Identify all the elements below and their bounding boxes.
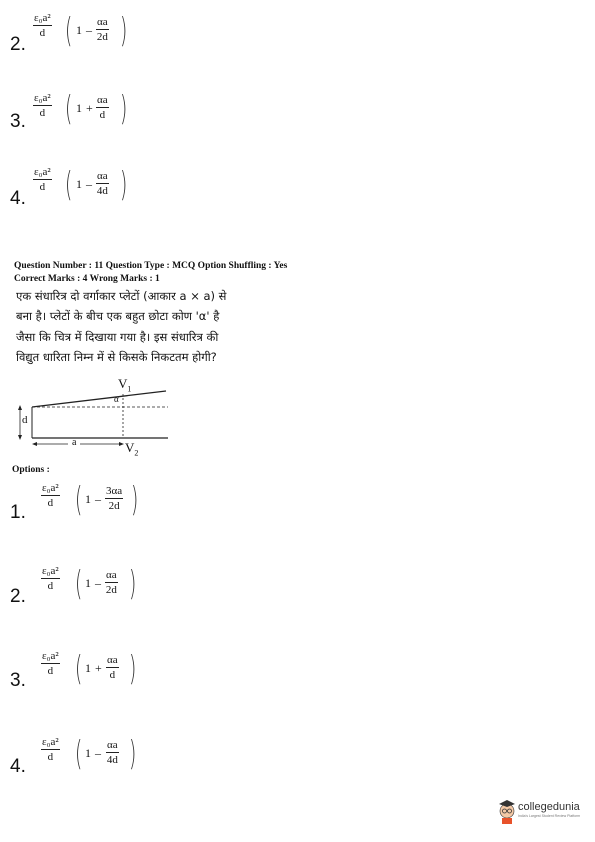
fraction-main: ε₀a² d bbox=[42, 482, 59, 509]
option-number: 2. bbox=[10, 34, 26, 55]
fraction-inner: αa 4d bbox=[96, 170, 108, 197]
option-number: 3. bbox=[10, 111, 26, 132]
question-text-line2: बना है। प्लेटों के बीच एक बहुत छोटा कोण 'α' है bbox=[16, 309, 220, 323]
question-text-line1: एक संधारित्र दो वर्गाकार प्लेटों (आकार a × a) से bbox=[16, 289, 227, 303]
logo-name: collegedunia bbox=[518, 801, 580, 813]
option-number: 4. bbox=[10, 188, 26, 209]
option-number: 1. bbox=[10, 502, 26, 523]
fraction-main: ε₀a² d bbox=[42, 650, 59, 677]
option-number: 3. bbox=[10, 670, 26, 691]
fraction-inner: αa 2d bbox=[96, 16, 108, 43]
question-meta-line2: Correct Marks : 4 Wrong Marks : 1 bbox=[14, 274, 160, 284]
capacitor-diagram bbox=[10, 374, 175, 456]
fraction-main: ε₀a² d bbox=[42, 736, 59, 763]
option-number: 2. bbox=[10, 586, 26, 607]
d-label: d bbox=[22, 414, 28, 426]
fraction-main: ε₀a² d bbox=[34, 166, 51, 193]
alpha-label: α bbox=[114, 394, 119, 404]
capacitor-figure bbox=[10, 374, 175, 456]
fraction-inner: αa d bbox=[107, 654, 118, 681]
logo-tagline: India's Largest Student Review Platform bbox=[518, 814, 581, 818]
option-number: 4. bbox=[10, 756, 26, 777]
fraction-main: ε₀a² d bbox=[42, 565, 59, 592]
mascot-icon bbox=[497, 799, 517, 825]
options-label: Options : bbox=[12, 465, 50, 475]
question-meta-line1: Question Number : 11 Question Type : MCQ Option Shuffling : Yes bbox=[14, 261, 288, 271]
fraction-inner: αa 2d bbox=[105, 569, 117, 596]
fraction-main: ε₀a² d bbox=[34, 92, 51, 119]
fraction-inner: αa d bbox=[97, 94, 108, 121]
v2-label: $V_2$ bbox=[125, 440, 139, 458]
collegedunia-logo bbox=[497, 799, 587, 825]
a-label: a bbox=[72, 437, 77, 448]
question-text-line3: जैसा कि चित्र में दिखाया गया है। इस संधारित्र की bbox=[16, 330, 219, 344]
v1-label: $V_1$ bbox=[118, 376, 132, 394]
question-text-line4: विद्युत धारिता निम्न में से किसके निकटतम होगी? bbox=[16, 350, 217, 364]
fraction-main: ε₀a² d bbox=[34, 12, 51, 39]
fraction-inner: 3αa 2d bbox=[106, 485, 123, 512]
fraction-inner: αa 4d bbox=[106, 739, 118, 766]
